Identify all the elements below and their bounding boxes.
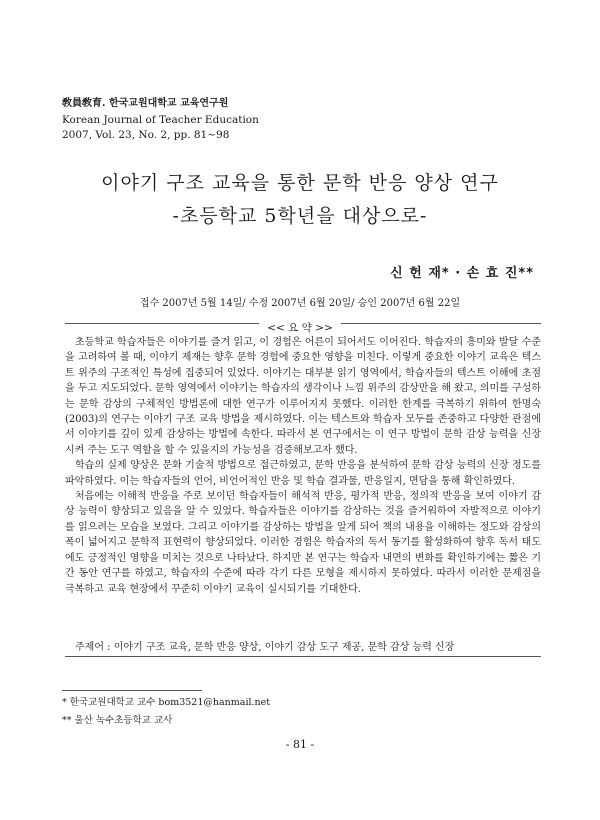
keywords xyxy=(65,638,541,653)
keywords-label: 주제어 xyxy=(75,642,104,653)
footnote-rule xyxy=(62,690,202,691)
abstract-paragraph: 초등학교 학습자들은 이야기를 즐겨 읽고, 이 경험은 어른이 되어서도 이어진다. 학습자의 흥미와 발달 수준을 고려하여 볼 때, 이야기 제재는 향후 문학 경험에 중요한 영향을 미친다. 이렇게 중요한 이야기 교육은 텍스트 위주의 구조적인 특성에 집중되어 있었다. 이야기는 대부분 읽기 영역에서, 학습자들의 텍스트 이해에 초점을 두고 지도되었다. 문학 영역에서 이야기는 학습자의 생각이나 느낌 위주의 감상만을 해 왔고, 의미를 구성하는 문학 감상의 구체적인 방법론에 대한 연구가 이루어지지 못했다. 이러한 한계를 극복하기 위하여 한명숙(2003)의 연구는 이야기 구조 교육 방법을 제시하였다. 이는 텍스트와 학습자 모두를 존중하고 다양한 관점에서 이야기를 깊이 있게 감상하는 방법에 속한다. 따라서 본 연구에서는 이 연구 방법이 문학 감상 능력을 신장시켜 주는 도구 역할을 할 수 있을지의 가능성을 검증해보고자 했다. xyxy=(65,337,541,456)
footnote: * 한국교원대학교 교수 bom3521@hanmail.net xyxy=(62,697,271,708)
paper-title: 이야기 구조 교육을 통한 문학 반응 양상 연구 xyxy=(101,172,499,194)
journal-korean: 敎員敎育. 한국교원대학교 교육연구원 xyxy=(62,98,229,109)
abstract-paragraph: 처음에는 이해적 반응을 주로 보이던 학습자들이 해석적 반응, 평가적 반응, 정의적 반응을 보여 이야기 감상 능력이 향상되고 있음을 알 수 있었다. 학습자들은 이야기를 감상하는 것을 즐거워하여 자발적으로 이야기를 읽으려는 모습을 보였다. 그리고 이야기를 감상하는 방법을 알게 되어 책의 내용을 이해하는 정도와 감상의 폭이 넓어지고 문학적 표현력이 향상되었다. 이러한 경험은 학습자의 독서 동기를 활성화하여 향후 독서 태도에도 긍정적인 영향을 미치는 것으로 나타났다. 하지만 본 연구는 학습자 내면의 변화를 확인하기에는 짧은 기간 동안 연구를 하였고, 학습자의 수준에 따라 각기 다른 모형을 제시하지 못하였다. 따라서 이러한 문제점을 극복하고 교육 현장에서 꾸준히 이야기 교육이 실시되기를 기대한다. xyxy=(65,491,541,595)
abstract-label-text: << 요 약 >> xyxy=(259,322,341,334)
journal-header xyxy=(62,96,259,143)
abstract-paragraph: 학습의 실제 양상은 문화 기술적 방법으로 접근하였고, 문학 반응을 분석하여 문학 감상 능력의 신장 정도를 파악하였다. 이는 학습자들의 언어, 비언어적인 반응 및 학습 결과물, 반응일지, 면담을 통해 확인하였다. xyxy=(65,460,541,487)
page-number: - 81 - xyxy=(285,738,315,751)
keywords-text: : 이야기 구조 교육, 문학 반응 양상, 이야기 감상 도구 제공, 문학 감상 능력 신장 xyxy=(107,642,455,653)
footnote: ** 울산 녹수초등학교 교사 xyxy=(62,715,173,726)
paper-subtitle: -초등학교 5학년을 대상으로- xyxy=(172,205,428,227)
abstract-bottom-rule xyxy=(65,656,541,657)
abstract xyxy=(65,335,541,597)
journal-english: Korean Journal of Teacher Education xyxy=(62,114,259,126)
abstract-label xyxy=(0,316,600,335)
footnotes xyxy=(62,694,270,730)
authors: 신 헌 재* · 손 효 진** xyxy=(390,266,534,281)
submission-dates: 접수 2007년 5월 14일/ 수정 2007년 6월 20일/ 승인 2007년 6월 22일 xyxy=(139,298,461,309)
journal-issue: 2007, Vol. 23, No. 2, pp. 81~98 xyxy=(62,129,230,141)
